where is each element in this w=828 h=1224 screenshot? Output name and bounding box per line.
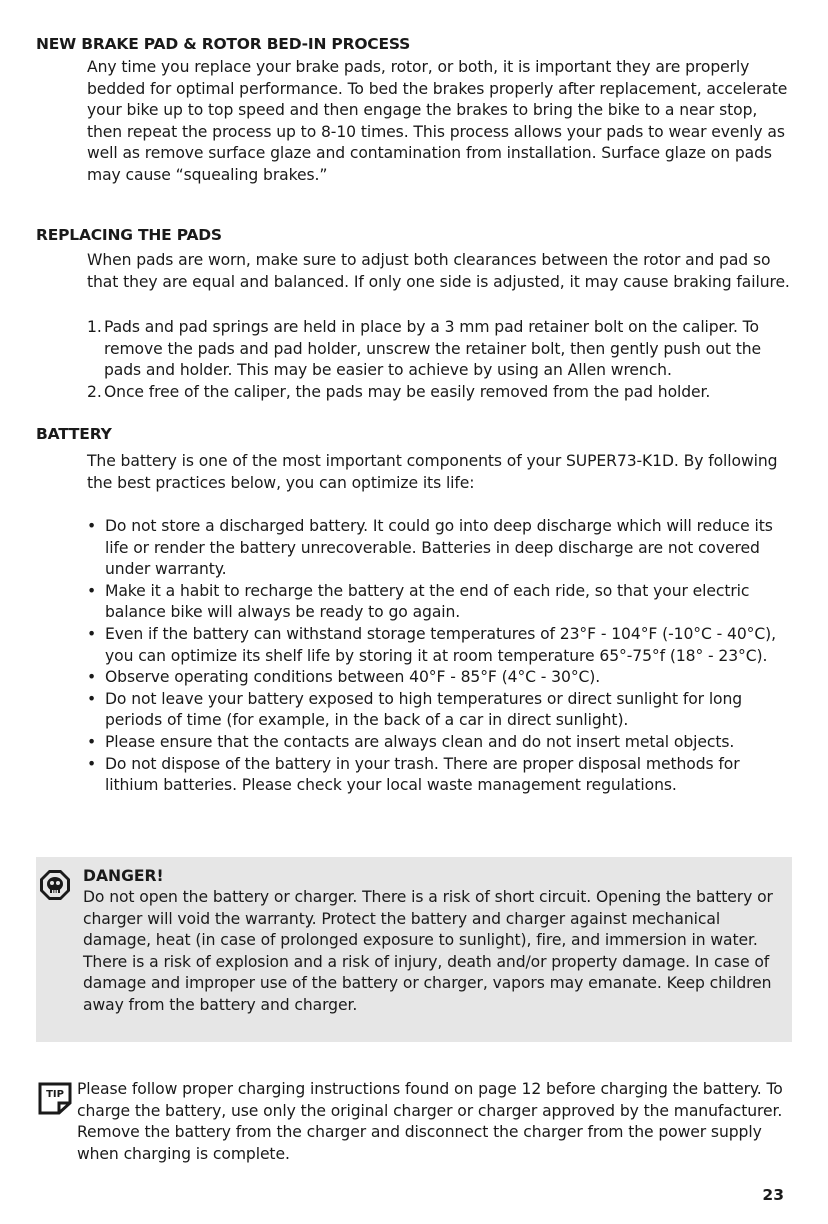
- bullet-marker: •: [87, 581, 97, 600]
- list-item: [87, 667, 797, 689]
- bed-in-body: Any time you replace your brake pads, rotor, or both, it is important they are properly bedded for optimal performance. To bed the brakes properly after replacement, accelerate your bike up to top speed and then engage the brakes to bring the bike to a near stop, then repeat the process up to 8-10 times. This process allows your pads to wear evenly as well as remove surface glaze and contamination from installation. Surface glaze on pads may cause “squealing brakes.”: [87, 58, 788, 184]
- bullet-marker: •: [87, 732, 97, 751]
- list-item: [87, 624, 797, 667]
- tip-text: Please follow proper charging instructions found on page 12 before charging the battery. To charge the battery, use only the original charger or charger approved by the manufacturer. Remove the battery from the charger and disconnect the charger from the power supply when charging is complete.: [77, 1080, 783, 1163]
- battery-heading: BATTERY: [36, 425, 112, 443]
- bullet-text: Do not leave your battery exposed to high temperatures or direct sunlight for long periods of time (for example, in the back of a car in direct sunlight).: [105, 689, 743, 730]
- list-item: [87, 754, 797, 797]
- list-item: [87, 317, 797, 382]
- bullet-text: Even if the battery can withstand storage temperatures of 23°F - 104°F (-10°C - 40°C), you can optimize its shelf life by storing it at room temperature 65°-75°f (18° - 23°C).: [105, 624, 776, 665]
- bullet-text: Do not dispose of the battery in your trash. There are proper disposal methods for lithium batteries. Please check your local waste management regulations.: [105, 754, 740, 795]
- list-item: [87, 382, 797, 404]
- danger-title: DANGER!: [83, 867, 164, 885]
- bullet-text: Please ensure that the contacts are always clean and do not insert metal objects.: [105, 732, 735, 751]
- battery-tips-list: [87, 516, 797, 797]
- bullet-text: Do not store a discharged battery. It could go into deep discharge which will reduce its life or render the battery unrecoverable. Batteries in deep discharge are not covered under warranty.: [105, 517, 773, 579]
- tip-icon-label: TIP: [46, 1089, 64, 1100]
- replacing-pads-heading: REPLACING THE PADS: [36, 226, 222, 244]
- list-item: [87, 516, 797, 581]
- replacing-pads-body: When pads are worn, make sure to adjust both clearances between the rotor and pad so that they are equal and balanced. If only one side is adjusted, it may cause braking failure.: [87, 251, 790, 291]
- list-item: [87, 732, 797, 754]
- step-marker: 1.: [87, 318, 102, 336]
- danger-skull-icon: [38, 868, 72, 902]
- bullet-text: Observe operating conditions between 40°F - 85°F (4°C - 30°C).: [105, 668, 601, 687]
- step-text: Once free of the caliper, the pads may be easily removed from the pad holder.: [104, 382, 711, 401]
- bullet-marker: •: [87, 517, 97, 535]
- danger-text: Do not open the battery or charger. There is a risk of short circuit. Opening the battery or charger will void the warranty. Protect the battery and charger against mechanical damage, heat (in case of prolonged exposure to sunlight), fire, and immersion in water. There is a risk of explosion and a risk of injury, death and/or property damage. In case of damage and improper use of the battery or charger, vapors may emanate. Keep children away from the battery and charger.: [83, 888, 773, 1014]
- bed-in-heading: NEW BRAKE PAD & ROTOR BED-IN PROCESS: [36, 35, 411, 53]
- battery-intro: The battery is one of the most important components of your SUPER73-K1D. By following the best practices below, you can optimize its life:: [87, 452, 778, 492]
- list-item: [87, 581, 797, 624]
- page-number: 23: [762, 1186, 784, 1204]
- list-item: [87, 689, 797, 732]
- step-marker: 2.: [87, 382, 102, 401]
- bullet-marker: •: [87, 754, 97, 773]
- tip-note-icon: [38, 1081, 72, 1115]
- step-text: Pads and pad springs are held in place by a 3 mm pad retainer bolt on the caliper. To remove the pads and pad holder, unscrew the retainer bolt, then gently push out the pads and holder. This may be easier to achieve by using an Allen wrench.: [104, 318, 761, 380]
- bullet-text: Make it a habit to recharge the battery at the end of each ride, so that your electric balance bike will always be ready to go again.: [105, 581, 750, 622]
- bullet-marker: •: [87, 668, 97, 687]
- bullet-marker: •: [87, 689, 97, 708]
- bullet-marker: •: [87, 624, 97, 643]
- replacing-pads-steps: [87, 317, 797, 403]
